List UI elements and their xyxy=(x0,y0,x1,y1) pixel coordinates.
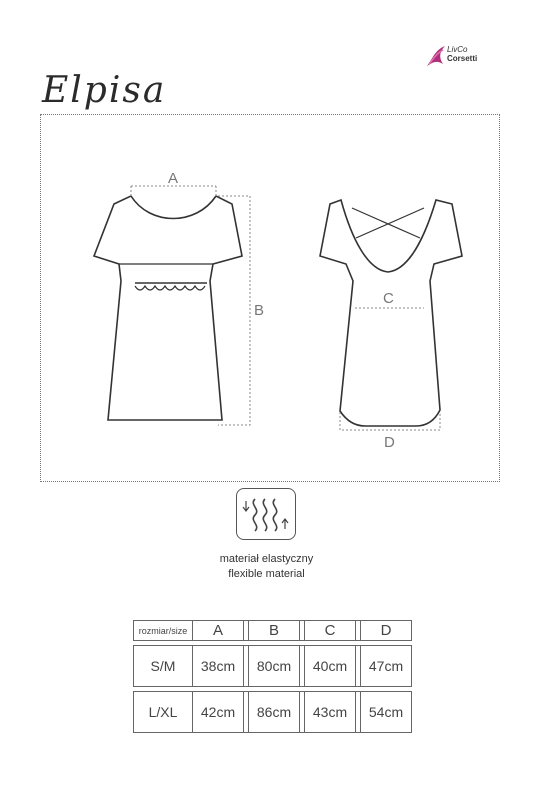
cell-b: 86cm xyxy=(249,692,300,733)
cell-a: 38cm xyxy=(193,646,244,687)
table-row xyxy=(134,692,412,733)
size-table xyxy=(133,620,412,733)
dimension-label-c: C xyxy=(383,290,394,307)
back-view xyxy=(320,200,462,426)
header-b: B xyxy=(249,621,300,641)
dimension-label-b: B xyxy=(254,302,265,319)
brand-name-line1: LivCo xyxy=(447,45,468,54)
brand-name-line2: Corsetti xyxy=(447,54,478,63)
cell-a: 42cm xyxy=(193,692,244,733)
header-size: rozmiar/size xyxy=(134,621,193,641)
front-view xyxy=(94,196,242,420)
dimension-label-d: D xyxy=(384,434,395,451)
dimension-label-a: A xyxy=(168,170,179,187)
cell-d: 47cm xyxy=(361,646,412,687)
product-title: Elpisa xyxy=(42,70,167,111)
material-label-en: flexible material xyxy=(228,568,305,580)
stretch-waves-icon xyxy=(236,488,296,540)
row-size: S/M xyxy=(134,646,193,687)
size-table-header xyxy=(134,621,412,641)
material-label-pl: materiał elastyczny xyxy=(219,553,314,565)
dimension-line-d xyxy=(340,412,440,430)
cell-b: 80cm xyxy=(249,646,300,687)
cell-c: 40cm xyxy=(305,646,356,687)
table-row xyxy=(134,646,412,687)
header-c: C xyxy=(305,621,356,641)
header-a: A xyxy=(193,621,244,641)
cell-c: 43cm xyxy=(305,692,356,733)
dimension-line-b xyxy=(218,196,250,425)
header-d: D xyxy=(361,621,412,641)
row-size: L/XL xyxy=(134,692,193,733)
cell-d: 54cm xyxy=(361,692,412,733)
